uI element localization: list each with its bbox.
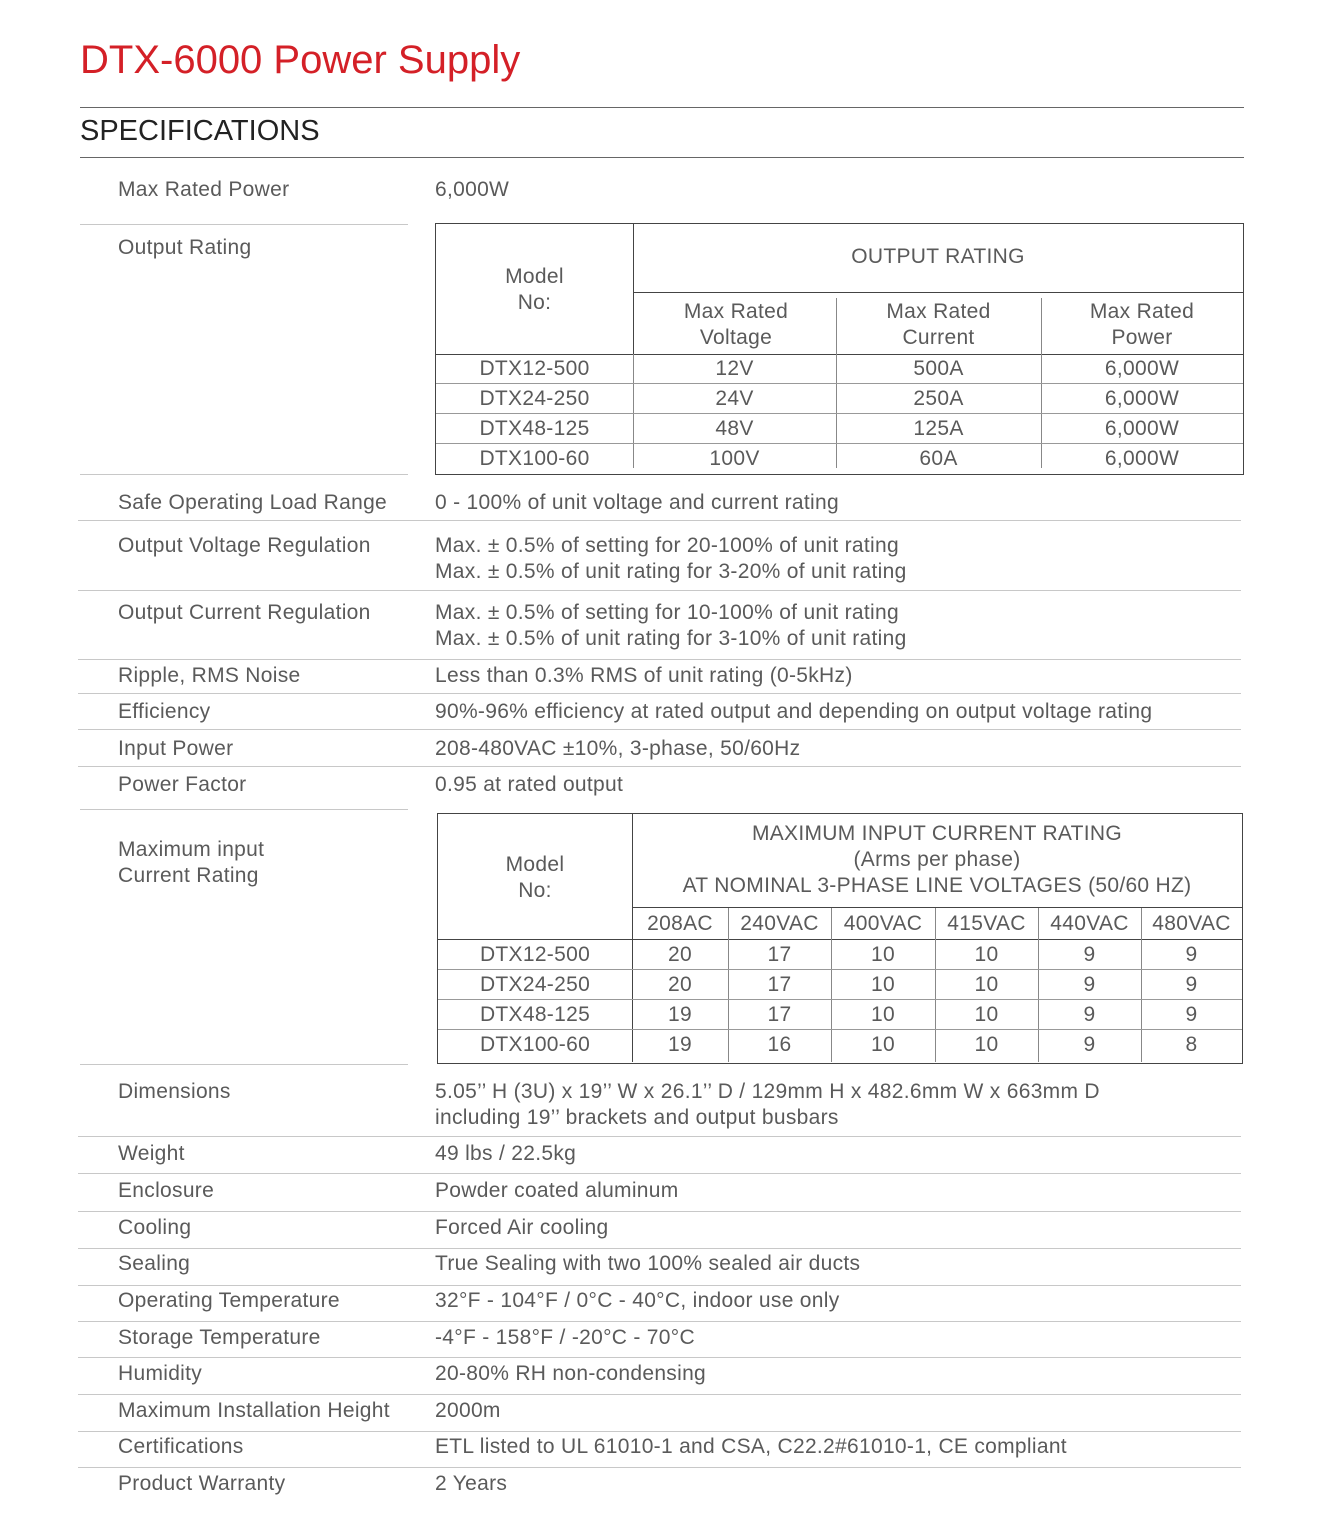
header-line: Max Rated [1089, 300, 1195, 323]
table-cell: 125A [913, 417, 964, 440]
row-divider [436, 383, 1243, 384]
row-divider [78, 1136, 1241, 1137]
row-divider [78, 1357, 1241, 1358]
header-line: Voltage [699, 326, 773, 349]
row-divider [78, 1431, 1241, 1432]
spec-value-weight: 49 lbs / 22.5kg [435, 1142, 577, 1165]
spec-label-storage-temperature: Storage Temperature [118, 1326, 321, 1349]
table-cell: 12V [715, 357, 754, 380]
spec-value-operating-temperature: 32°F - 104°F / 0°C - 40°C, indoor use only [435, 1289, 840, 1312]
spec-label-cooling: Cooling [118, 1216, 192, 1239]
spec-label-output-voltage-regulation: Output Voltage Regulation [118, 534, 371, 557]
column-header: 480VAC [1152, 912, 1231, 935]
row-divider [438, 1029, 1242, 1030]
row-divider [438, 999, 1242, 1000]
spec-label-ripple: Ripple, RMS Noise [118, 664, 301, 687]
output-rating-header: OUTPUT RATING [851, 245, 1025, 268]
spec-value-certifications: ETL listed to UL 61010-1 and CSA, C22.2#61010-1, CE compliant [435, 1435, 1067, 1458]
section-heading: SPECIFICATIONS [80, 115, 320, 147]
spec-value-installation-height: 2000m [435, 1399, 501, 1422]
table-cell: DTX48-125 [479, 1003, 591, 1026]
row-divider [78, 1248, 1241, 1249]
row-divider [78, 1321, 1241, 1322]
model-header-line1: Model [505, 853, 565, 876]
row-divider [436, 443, 1243, 444]
table-cell: 8 [1185, 1033, 1198, 1056]
spec-value-sealing: True Sealing with two 100% sealed air ducts [435, 1252, 861, 1275]
spec-value-ocr-line1: Max. ± 0.5% of setting for 10-100% of unit rating [435, 601, 899, 624]
column-header: 208AC [647, 912, 713, 935]
spec-value-ocr-line2: Max. ± 0.5% of unit rating for 3-10% of unit rating [435, 627, 907, 650]
spec-value-max-rated-power: 6,000W [435, 178, 510, 201]
spec-value-input-power: 208-480VAC ±10%, 3-phase, 50/60Hz [435, 737, 801, 760]
table-cell: 9 [1083, 1033, 1096, 1056]
spec-value-enclosure: Powder coated aluminum [435, 1179, 679, 1202]
table-cell: 250A [913, 387, 964, 410]
table-cell: DTX12-500 [479, 943, 591, 966]
spec-label-sealing: Sealing [118, 1252, 191, 1275]
header-line: Current [902, 326, 975, 349]
row-divider [78, 1467, 1241, 1468]
row-divider [78, 590, 1241, 591]
table-cell: 6,000W [1104, 357, 1180, 380]
model-header-line2: No: [517, 291, 552, 314]
spec-label-output-current-regulation: Output Current Regulation [118, 601, 371, 624]
header-line: Power [1111, 326, 1173, 349]
row-divider [80, 474, 408, 475]
table-cell: 6,000W [1104, 447, 1180, 470]
table-cell: 16 [767, 1033, 792, 1056]
column-header: 415VAC [947, 912, 1026, 935]
table-cell: DTX100-60 [479, 447, 590, 470]
table-cell: 9 [1083, 973, 1096, 996]
table-cell: 10 [871, 973, 895, 996]
row-divider [436, 413, 1243, 414]
model-header [438, 848, 632, 908]
spec-label-warranty: Product Warranty [118, 1472, 286, 1495]
table-cell: 24V [715, 387, 754, 410]
table-cell: DTX12-500 [479, 357, 590, 380]
table-cell: 10 [974, 973, 999, 996]
table-cell: 9 [1083, 1003, 1096, 1026]
section-divider [80, 157, 1244, 158]
spec-label-certifications: Certifications [118, 1435, 244, 1458]
table-cell: 9 [1185, 943, 1198, 966]
table-cell: 10 [871, 943, 895, 966]
row-divider [78, 1211, 1241, 1212]
table-cell: 9 [1083, 943, 1096, 966]
spec-value-safe-operating: 0 - 100% of unit voltage and current rating [435, 491, 839, 514]
table-cell: 20 [668, 973, 692, 996]
spec-label-dimensions: Dimensions [118, 1080, 231, 1103]
table-cell: 6,000W [1104, 417, 1180, 440]
table-cell: 60A [919, 447, 958, 470]
table-cell: 10 [871, 1003, 895, 1026]
spec-value-storage-temperature: -4°F - 158°F / -20°C - 70°C [435, 1326, 695, 1349]
model-header-line2: No: [518, 879, 552, 902]
table-cell: 48V [715, 417, 754, 440]
spec-label-max-rated-power: Max Rated Power [118, 178, 290, 201]
table-cell: 9 [1185, 973, 1198, 996]
table-cell: 19 [668, 1033, 692, 1056]
model-header [436, 260, 633, 320]
spec-label-max-input-line1: Maximum input [118, 838, 265, 861]
spec-label-operating-temperature: Operating Temperature [118, 1289, 340, 1312]
page-title: DTX-6000 Power Supply [80, 38, 521, 82]
spec-value-ovr-line1: Max. ± 0.5% of setting for 20-100% of unit rating [435, 534, 899, 557]
column-header-voltage [636, 298, 836, 352]
table-cell: 100V [709, 447, 760, 470]
spec-label-power-factor: Power Factor [118, 773, 247, 796]
spec-label-humidity: Humidity [118, 1362, 203, 1385]
row-divider [78, 729, 1241, 730]
column-header: 240VAC [740, 912, 819, 935]
spec-label-safe-operating: Safe Operating Load Range [118, 491, 388, 514]
spec-value-humidity: 20-80% RH non-condensing [435, 1362, 707, 1385]
output-rating-table [435, 223, 1244, 475]
table-cell: 19 [668, 1003, 692, 1026]
spec-value-efficiency: 90%-96% efficiency at rated output and depending on output voltage rating [435, 700, 1153, 723]
table-cell: DTX24-250 [479, 973, 591, 996]
column-header: 440VAC [1050, 912, 1129, 935]
header-line: Max Rated [886, 300, 991, 323]
header-line: AT NOMINAL 3-PHASE LINE VOLTAGES (50/60 HZ) [682, 874, 1192, 897]
row-divider [78, 1394, 1241, 1395]
table-cell: DTX48-125 [479, 417, 590, 440]
column-header: 400VAC [843, 912, 923, 935]
spec-value-ovr-line2: Max. ± 0.5% of unit rating for 3-20% of unit rating [435, 560, 907, 583]
table-cell: 10 [974, 1003, 999, 1026]
title-divider [80, 107, 1244, 108]
table-cell: DTX100-60 [479, 1033, 591, 1056]
row-divider [78, 659, 1241, 660]
spec-value-warranty: 2 Years [435, 1472, 508, 1495]
row-divider [80, 1064, 408, 1065]
spec-value-ripple: Less than 0.3% RMS of unit rating (0-5kHz) [435, 664, 853, 687]
table-divider [632, 907, 1242, 908]
table-cell: 17 [767, 1003, 792, 1026]
table-divider [438, 939, 1242, 940]
spec-value-dimensions-line2: including 19’’ brackets and output busbars [435, 1106, 839, 1129]
row-divider [78, 766, 1241, 767]
column-header-current [836, 298, 1041, 352]
table-cell: 500A [913, 357, 964, 380]
spec-label-output-rating: Output Rating [118, 236, 252, 259]
column-header-power [1041, 298, 1243, 352]
spec-label-max-input-line2: Current Rating [118, 864, 259, 887]
row-divider [80, 809, 408, 810]
input-current-header [632, 820, 1242, 900]
table-cell: 6,000W [1104, 387, 1180, 410]
row-divider [438, 969, 1242, 970]
row-divider [78, 520, 1241, 521]
table-cell: DTX24-250 [479, 387, 590, 410]
spec-label-weight: Weight [118, 1142, 185, 1165]
table-cell: 9 [1185, 1003, 1198, 1026]
header-line: (Arms per phase) [853, 848, 1021, 871]
spec-label-input-power: Input Power [118, 737, 234, 760]
spec-label-efficiency: Efficiency [118, 700, 211, 723]
table-cell: 20 [668, 943, 692, 966]
table-cell: 10 [871, 1033, 895, 1056]
table-cell: 10 [974, 943, 999, 966]
table-cell: 10 [974, 1033, 999, 1056]
input-current-table [437, 813, 1243, 1064]
table-divider [633, 292, 1243, 293]
row-divider [80, 224, 408, 225]
spec-label-enclosure: Enclosure [118, 1179, 215, 1202]
spec-value-power-factor: 0.95 at rated output [435, 773, 624, 796]
table-cell: 17 [767, 943, 792, 966]
spec-value-cooling: Forced Air cooling [435, 1216, 609, 1239]
row-divider [78, 1285, 1241, 1286]
row-divider [78, 1173, 1241, 1174]
model-header-line1: Model [505, 265, 564, 288]
spec-value-dimensions-line1: 5.05’’ H (3U) x 19’’ W x 26.1’’ D / 129mm H x 482.6mm W x 663mm D [435, 1080, 1100, 1103]
table-cell: 17 [767, 973, 792, 996]
header-line: MAXIMUM INPUT CURRENT RATING [751, 822, 1123, 845]
row-divider [78, 693, 1241, 694]
header-line: Max Rated [683, 300, 789, 323]
spec-label-installation-height: Maximum Installation Height [118, 1399, 390, 1422]
